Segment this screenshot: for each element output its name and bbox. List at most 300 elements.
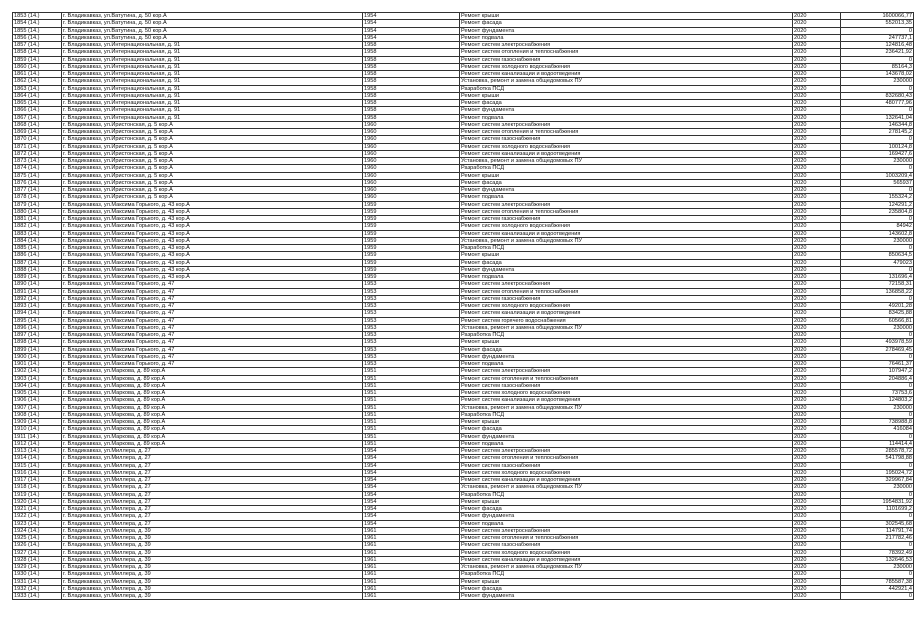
year-built-cell: 1961 [363, 564, 460, 571]
cost-cell: 0 [841, 107, 914, 114]
plan-year-cell: 2020 [793, 245, 841, 252]
work-type-cell: Ремонт крыши [460, 578, 793, 585]
cost-cell: 0 [841, 571, 914, 578]
table-row [13, 150, 914, 157]
year-built-cell: 1951 [363, 375, 460, 382]
work-type-cell: Ремонт подвала [460, 274, 793, 281]
work-type-cell: Ремонт систем канализации и водоотведения [460, 230, 793, 237]
year-built-cell: 1951 [363, 404, 460, 411]
year-built-cell: 1958 [363, 114, 460, 121]
table-row [13, 274, 914, 281]
plan-year-cell: 2020 [793, 346, 841, 353]
address-cell: г. Владикавказ, ул.Миллера, д. 27 [62, 498, 363, 505]
row-number-cell: 1877 (14.) [13, 187, 62, 194]
cost-cell: 84942 [841, 223, 914, 230]
year-built-cell: 1951 [363, 433, 460, 440]
row-number-cell: 1923 (14.) [13, 520, 62, 527]
row-number-cell: 1883 (14.) [13, 230, 62, 237]
year-built-cell: 1959 [363, 245, 460, 252]
row-number-cell: 1922 (14.) [13, 513, 62, 520]
row-number-cell: 1914 (14.) [13, 455, 62, 462]
table-row [13, 34, 914, 41]
year-built-cell: 1959 [363, 216, 460, 223]
address-cell: г. Владикавказ, ул.Иристонская, д. 5 кор.А [62, 179, 363, 186]
plan-year-cell: 2020 [793, 71, 841, 78]
work-type-cell: Ремонт систем отопления и теплоснабжения [460, 49, 793, 56]
plan-year-cell: 2020 [793, 477, 841, 484]
table-row [13, 433, 914, 440]
plan-year-cell: 2020 [793, 13, 841, 20]
plan-year-cell: 2020 [793, 114, 841, 121]
cost-cell: 132646,53 [841, 556, 914, 563]
work-type-cell: Ремонт систем холодного водоснабжения [460, 549, 793, 556]
cost-cell: 0 [841, 462, 914, 469]
work-type-cell: Ремонт фасада [460, 179, 793, 186]
year-built-cell: 1958 [363, 49, 460, 56]
year-built-cell: 1953 [363, 339, 460, 346]
plan-year-cell: 2020 [793, 63, 841, 70]
address-cell: г. Владикавказ, ул.Иристонская, д. 5 кор.А [62, 121, 363, 128]
plan-year-cell: 2020 [793, 317, 841, 324]
work-type-cell: Ремонт фасада [460, 426, 793, 433]
work-type-cell: Установка, ремонт и замена общедомовых ПУ [460, 564, 793, 571]
cost-cell: 0 [841, 593, 914, 600]
table-row [13, 201, 914, 208]
cost-cell: 0 [841, 433, 914, 440]
plan-year-cell: 2020 [793, 42, 841, 49]
address-cell: г. Владикавказ, ул.Максима Горького, д. 43 кор.А [62, 216, 363, 223]
cost-cell: 0 [841, 187, 914, 194]
plan-year-cell: 2020 [793, 455, 841, 462]
plan-year-cell: 2020 [793, 448, 841, 455]
address-cell: г. Владикавказ, ул.Интернациональная, д. 91 [62, 42, 363, 49]
year-built-cell: 1959 [363, 223, 460, 230]
work-type-cell: Ремонт фундамента [460, 593, 793, 600]
plan-year-cell: 2020 [793, 498, 841, 505]
plan-year-cell: 2020 [793, 85, 841, 92]
address-cell: г. Владикавказ, ул.Маркова, д. 89 кор.А [62, 433, 363, 440]
work-type-cell: Ремонт фасада [460, 585, 793, 592]
row-number-cell: 1858 (14.) [13, 49, 62, 56]
plan-year-cell: 2020 [793, 34, 841, 41]
table-row [13, 585, 914, 592]
year-built-cell: 1951 [363, 411, 460, 418]
plan-year-cell: 2020 [793, 223, 841, 230]
table-row [13, 324, 914, 331]
address-cell: г. Владикавказ, ул.Интернациональная, д. 91 [62, 49, 363, 56]
table-row [13, 535, 914, 542]
row-number-cell: 1868 (14.) [13, 121, 62, 128]
table-row [13, 107, 914, 114]
address-cell: г. Владикавказ, ул.Максима Горького, д. 47 [62, 339, 363, 346]
cost-cell: 114791,74 [841, 527, 914, 534]
year-built-cell: 1958 [363, 100, 460, 107]
work-type-cell: Ремонт систем холодного водоснабжения [460, 469, 793, 476]
cost-cell: 236421,92 [841, 49, 914, 56]
table-row [13, 578, 914, 585]
work-type-cell: Ремонт систем газоснабжения [460, 542, 793, 549]
work-type-cell: Ремонт систем холодного водоснабжения [460, 63, 793, 70]
cost-cell: 73753,6 [841, 390, 914, 397]
table-row [13, 361, 914, 368]
address-cell: г. Владикавказ, ул.Максима Горького, д. 47 [62, 361, 363, 368]
cost-cell: 76461,37 [841, 361, 914, 368]
address-cell: г. Владикавказ, ул.Миллера, д. 27 [62, 448, 363, 455]
row-number-cell: 1898 (14.) [13, 339, 62, 346]
year-built-cell: 1954 [363, 27, 460, 34]
plan-year-cell: 2020 [793, 288, 841, 295]
table-row [13, 71, 914, 78]
table-row [13, 288, 914, 295]
year-built-cell: 1960 [363, 136, 460, 143]
cost-cell: 416084 [841, 426, 914, 433]
year-built-cell: 1954 [363, 13, 460, 20]
year-built-cell: 1953 [363, 295, 460, 302]
work-type-cell: Ремонт фундамента [460, 513, 793, 520]
plan-year-cell: 2020 [793, 158, 841, 165]
cost-cell: 738988,8 [841, 419, 914, 426]
row-number-cell: 1878 (14.) [13, 194, 62, 201]
table-row [13, 237, 914, 244]
work-type-cell: Ремонт систем электроснабжения [460, 281, 793, 288]
table-row [13, 498, 914, 505]
cost-cell: 131696,4 [841, 274, 914, 281]
plan-year-cell: 2020 [793, 78, 841, 85]
year-built-cell: 1958 [363, 85, 460, 92]
year-built-cell: 1951 [363, 397, 460, 404]
work-type-cell: Ремонт систем электроснабжения [460, 527, 793, 534]
address-cell: г. Владикавказ, ул.Миллера, д. 27 [62, 506, 363, 513]
year-built-cell: 1951 [363, 419, 460, 426]
address-cell: г. Владикавказ, ул.Максима Горького, д. 47 [62, 303, 363, 310]
table-row [13, 455, 914, 462]
row-number-cell: 1856 (14.) [13, 34, 62, 41]
cost-cell: 1954831,92 [841, 498, 914, 505]
address-cell: г. Владикавказ, ул.Иристонская, д. 5 кор.А [62, 143, 363, 150]
row-number-cell: 1863 (14.) [13, 85, 62, 92]
plan-year-cell: 2020 [793, 491, 841, 498]
address-cell: г. Владикавказ, ул.Интернациональная, д. 91 [62, 56, 363, 63]
plan-year-cell: 2020 [793, 230, 841, 237]
table-row [13, 593, 914, 600]
address-cell: г. Владикавказ, ул.Иристонская, д. 5 кор.А [62, 172, 363, 179]
year-built-cell: 1961 [363, 578, 460, 585]
cost-cell: 0 [841, 165, 914, 172]
address-cell: г. Владикавказ, ул.Маркова, д. 89 кор.А [62, 404, 363, 411]
work-type-cell: Ремонт систем отопления и теплоснабжения [460, 129, 793, 136]
row-number-cell: 1854 (14.) [13, 20, 62, 27]
year-built-cell: 1958 [363, 107, 460, 114]
work-type-cell: Ремонт подвала [460, 520, 793, 527]
year-built-cell: 1954 [363, 469, 460, 476]
table-row [13, 462, 914, 469]
year-built-cell: 1951 [363, 382, 460, 389]
plan-year-cell: 2020 [793, 295, 841, 302]
plan-year-cell: 2020 [793, 556, 841, 563]
table-row [13, 252, 914, 259]
plan-year-cell: 2020 [793, 564, 841, 571]
address-cell: г. Владикавказ, ул.Максима Горького, д. 43 кор.А [62, 259, 363, 266]
work-type-cell: Разработка ПСД [460, 571, 793, 578]
address-cell: г. Владикавказ, ул.Миллера, д. 39 [62, 585, 363, 592]
table-row [13, 165, 914, 172]
address-cell: г. Владикавказ, ул.Маркова, д. 89 кор.А [62, 375, 363, 382]
cost-cell: 155324,2 [841, 194, 914, 201]
table-row [13, 49, 914, 56]
year-built-cell: 1960 [363, 129, 460, 136]
work-type-cell: Установка, ремонт и замена общедомовых ПУ [460, 404, 793, 411]
year-built-cell: 1960 [363, 172, 460, 179]
row-number-cell: 1881 (14.) [13, 216, 62, 223]
table-row [13, 136, 914, 143]
address-cell: г. Владикавказ, ул.Миллера, д. 27 [62, 462, 363, 469]
address-cell: г. Владикавказ, ул.Маркова, д. 89 кор.А [62, 382, 363, 389]
table-row [13, 56, 914, 63]
row-number-cell: 1859 (14.) [13, 56, 62, 63]
plan-year-cell: 2020 [793, 194, 841, 201]
table-row [13, 440, 914, 447]
work-type-cell: Ремонт крыши [460, 252, 793, 259]
year-built-cell: 1953 [363, 346, 460, 353]
cost-cell: 1101699,2 [841, 506, 914, 513]
address-cell: г. Владикавказ, ул.Интернациональная, д. 91 [62, 114, 363, 121]
address-cell: г. Владикавказ, ул.Маркова, д. 89 кор.А [62, 419, 363, 426]
repair-plan-table [12, 12, 914, 600]
work-type-cell: Ремонт систем электроснабжения [460, 121, 793, 128]
plan-year-cell: 2020 [793, 339, 841, 346]
work-type-cell: Установка, ремонт и замена общедомовых ПУ [460, 158, 793, 165]
plan-year-cell: 2020 [793, 433, 841, 440]
table-row [13, 491, 914, 498]
year-built-cell: 1958 [363, 71, 460, 78]
work-type-cell: Ремонт систем отопления и теплоснабжения [460, 375, 793, 382]
row-number-cell: 1899 (14.) [13, 346, 62, 353]
row-number-cell: 1903 (14.) [13, 375, 62, 382]
work-type-cell: Ремонт фасада [460, 506, 793, 513]
row-number-cell: 1892 (14.) [13, 295, 62, 302]
year-built-cell: 1954 [363, 520, 460, 527]
table-row [13, 419, 914, 426]
row-number-cell: 1909 (14.) [13, 419, 62, 426]
plan-year-cell: 2020 [793, 368, 841, 375]
plan-year-cell: 2020 [793, 143, 841, 150]
address-cell: г. Владикавказ, ул.Ватутина, д. 50 кор.А [62, 13, 363, 20]
table-row [13, 513, 914, 520]
year-built-cell: 1961 [363, 527, 460, 534]
row-number-cell: 1862 (14.) [13, 78, 62, 85]
work-type-cell: Ремонт систем электроснабжения [460, 42, 793, 49]
year-built-cell: 1953 [363, 332, 460, 339]
plan-year-cell: 2020 [793, 27, 841, 34]
cost-cell: 230000 [841, 237, 914, 244]
row-number-cell: 1885 (14.) [13, 245, 62, 252]
year-built-cell: 1953 [363, 281, 460, 288]
address-cell: г. Владикавказ, ул.Иристонская, д. 5 кор.А [62, 136, 363, 143]
plan-year-cell: 2020 [793, 303, 841, 310]
cost-cell: 132641,04 [841, 114, 914, 121]
row-number-cell: 1917 (14.) [13, 477, 62, 484]
work-type-cell: Ремонт систем газоснабжения [460, 295, 793, 302]
table-row [13, 382, 914, 389]
table-row [13, 129, 914, 136]
year-built-cell: 1958 [363, 56, 460, 63]
cost-cell: 278145,2 [841, 129, 914, 136]
work-type-cell: Ремонт систем электроснабжения [460, 201, 793, 208]
table-row [13, 404, 914, 411]
table-row [13, 571, 914, 578]
year-built-cell: 1961 [363, 585, 460, 592]
year-built-cell: 1959 [363, 208, 460, 215]
address-cell: г. Владикавказ, ул.Миллера, д. 27 [62, 520, 363, 527]
plan-year-cell: 2020 [793, 513, 841, 520]
table-row [13, 375, 914, 382]
row-number-cell: 1926 (14.) [13, 542, 62, 549]
year-built-cell: 1953 [363, 361, 460, 368]
row-number-cell: 1911 (14.) [13, 433, 62, 440]
row-number-cell: 1924 (14.) [13, 527, 62, 534]
cost-cell: 285578,72 [841, 448, 914, 455]
address-cell: г. Владикавказ, ул.Миллера, д. 27 [62, 469, 363, 476]
plan-year-cell: 2020 [793, 92, 841, 99]
table-row [13, 556, 914, 563]
cost-cell: 114414,4 [841, 440, 914, 447]
cost-cell: 78392,49 [841, 549, 914, 556]
work-type-cell: Ремонт систем холодного водоснабжения [460, 143, 793, 150]
year-built-cell: 1953 [363, 324, 460, 331]
row-number-cell: 1866 (14.) [13, 107, 62, 114]
cost-cell: 0 [841, 411, 914, 418]
work-type-cell: Ремонт систем отопления и теплоснабжения [460, 455, 793, 462]
table-row [13, 42, 914, 49]
work-type-cell: Ремонт фасада [460, 259, 793, 266]
work-type-cell: Установка, ремонт и замена общедомовых ПУ [460, 78, 793, 85]
cost-cell: 230000 [841, 564, 914, 571]
plan-year-cell: 2020 [793, 440, 841, 447]
row-number-cell: 1932 (14.) [13, 585, 62, 592]
work-type-cell: Ремонт фасада [460, 20, 793, 27]
work-type-cell: Ремонт систем канализации и водоотведения [460, 150, 793, 157]
table-row [13, 223, 914, 230]
address-cell: г. Владикавказ, ул.Максима Горького, д. 47 [62, 353, 363, 360]
table-row [13, 469, 914, 476]
address-cell: г. Владикавказ, ул.Интернациональная, д. 91 [62, 71, 363, 78]
work-type-cell: Ремонт систем отопления и теплоснабжения [460, 535, 793, 542]
table-row [13, 216, 914, 223]
address-cell: г. Владикавказ, ул.Миллера, д. 39 [62, 556, 363, 563]
work-type-cell: Ремонт систем канализации и водоотведения [460, 397, 793, 404]
year-built-cell: 1959 [363, 259, 460, 266]
work-type-cell: Ремонт систем горячего водоснабжения [460, 317, 793, 324]
cost-cell: 1003209,4 [841, 172, 914, 179]
plan-year-cell: 2020 [793, 397, 841, 404]
year-built-cell: 1954 [363, 491, 460, 498]
work-type-cell: Ремонт систем канализации и водоотведения [460, 556, 793, 563]
year-built-cell: 1960 [363, 165, 460, 172]
year-built-cell: 1954 [363, 498, 460, 505]
work-type-cell: Установка, ремонт и замена общедомовых ПУ [460, 237, 793, 244]
row-number-cell: 1864 (14.) [13, 92, 62, 99]
cost-cell: 124803,2 [841, 397, 914, 404]
address-cell: г. Владикавказ, ул.Миллера, д. 39 [62, 549, 363, 556]
year-built-cell: 1959 [363, 237, 460, 244]
row-number-cell: 1853 (14.) [13, 13, 62, 20]
cost-cell: 0 [841, 266, 914, 273]
address-cell: г. Владикавказ, ул.Максима Горького, д. 43 кор.А [62, 266, 363, 273]
work-type-cell: Ремонт фундамента [460, 353, 793, 360]
address-cell: г. Владикавказ, ул.Миллера, д. 39 [62, 527, 363, 534]
row-number-cell: 1870 (14.) [13, 136, 62, 143]
row-number-cell: 1893 (14.) [13, 303, 62, 310]
year-built-cell: 1959 [363, 230, 460, 237]
row-number-cell: 1913 (14.) [13, 448, 62, 455]
year-built-cell: 1951 [363, 368, 460, 375]
year-built-cell: 1961 [363, 593, 460, 600]
table-row [13, 266, 914, 273]
year-built-cell: 1960 [363, 143, 460, 150]
table-row [13, 194, 914, 201]
row-number-cell: 1888 (14.) [13, 266, 62, 273]
table-row [13, 426, 914, 433]
plan-year-cell: 2020 [793, 571, 841, 578]
address-cell: г. Владикавказ, ул.Миллера, д. 27 [62, 477, 363, 484]
table-row [13, 20, 914, 27]
address-cell: г. Владикавказ, ул.Миллера, д. 39 [62, 571, 363, 578]
row-number-cell: 1887 (14.) [13, 259, 62, 266]
table-body [13, 13, 914, 600]
year-built-cell: 1960 [363, 121, 460, 128]
address-cell: г. Владикавказ, ул.Ватутина, д. 50 кор.А [62, 27, 363, 34]
table-row [13, 527, 914, 534]
plan-year-cell: 2020 [793, 549, 841, 556]
work-type-cell: Ремонт систем отопления и теплоснабжения [460, 208, 793, 215]
cost-cell: 217782,46 [841, 535, 914, 542]
plan-year-cell: 2020 [793, 172, 841, 179]
row-number-cell: 1933 (14.) [13, 593, 62, 600]
row-number-cell: 1925 (14.) [13, 535, 62, 542]
year-built-cell: 1953 [363, 303, 460, 310]
address-cell: г. Владикавказ, ул.Иристонская, д. 5 кор.А [62, 165, 363, 172]
year-built-cell: 1959 [363, 252, 460, 259]
cost-cell: 230000 [841, 324, 914, 331]
year-built-cell: 1954 [363, 513, 460, 520]
year-built-cell: 1954 [363, 484, 460, 491]
plan-year-cell: 2020 [793, 375, 841, 382]
address-cell: г. Владикавказ, ул.Максима Горького, д. 47 [62, 281, 363, 288]
year-built-cell: 1958 [363, 42, 460, 49]
row-number-cell: 1902 (14.) [13, 368, 62, 375]
address-cell: г. Владикавказ, ул.Иристонская, д. 5 кор.А [62, 150, 363, 157]
table-row [13, 230, 914, 237]
plan-year-cell: 2020 [793, 382, 841, 389]
row-number-cell: 1918 (14.) [13, 484, 62, 491]
plan-year-cell: 2020 [793, 324, 841, 331]
table-row [13, 92, 914, 99]
work-type-cell: Ремонт подвала [460, 440, 793, 447]
work-type-cell: Разработка ПСД [460, 332, 793, 339]
address-cell: г. Владикавказ, ул.Интернациональная, д. 91 [62, 85, 363, 92]
row-number-cell: 1861 (14.) [13, 71, 62, 78]
row-number-cell: 1875 (14.) [13, 172, 62, 179]
plan-year-cell: 2020 [793, 237, 841, 244]
cost-cell: 541798,88 [841, 455, 914, 462]
plan-year-cell: 2020 [793, 49, 841, 56]
work-type-cell: Ремонт систем электроснабжения [460, 448, 793, 455]
address-cell: г. Владикавказ, ул.Иристонская, д. 5 кор.А [62, 158, 363, 165]
address-cell: г. Владикавказ, ул.Ватутина, д. 50 кор.А [62, 20, 363, 27]
row-number-cell: 1908 (14.) [13, 411, 62, 418]
work-type-cell: Ремонт фундамента [460, 433, 793, 440]
year-built-cell: 1960 [363, 158, 460, 165]
